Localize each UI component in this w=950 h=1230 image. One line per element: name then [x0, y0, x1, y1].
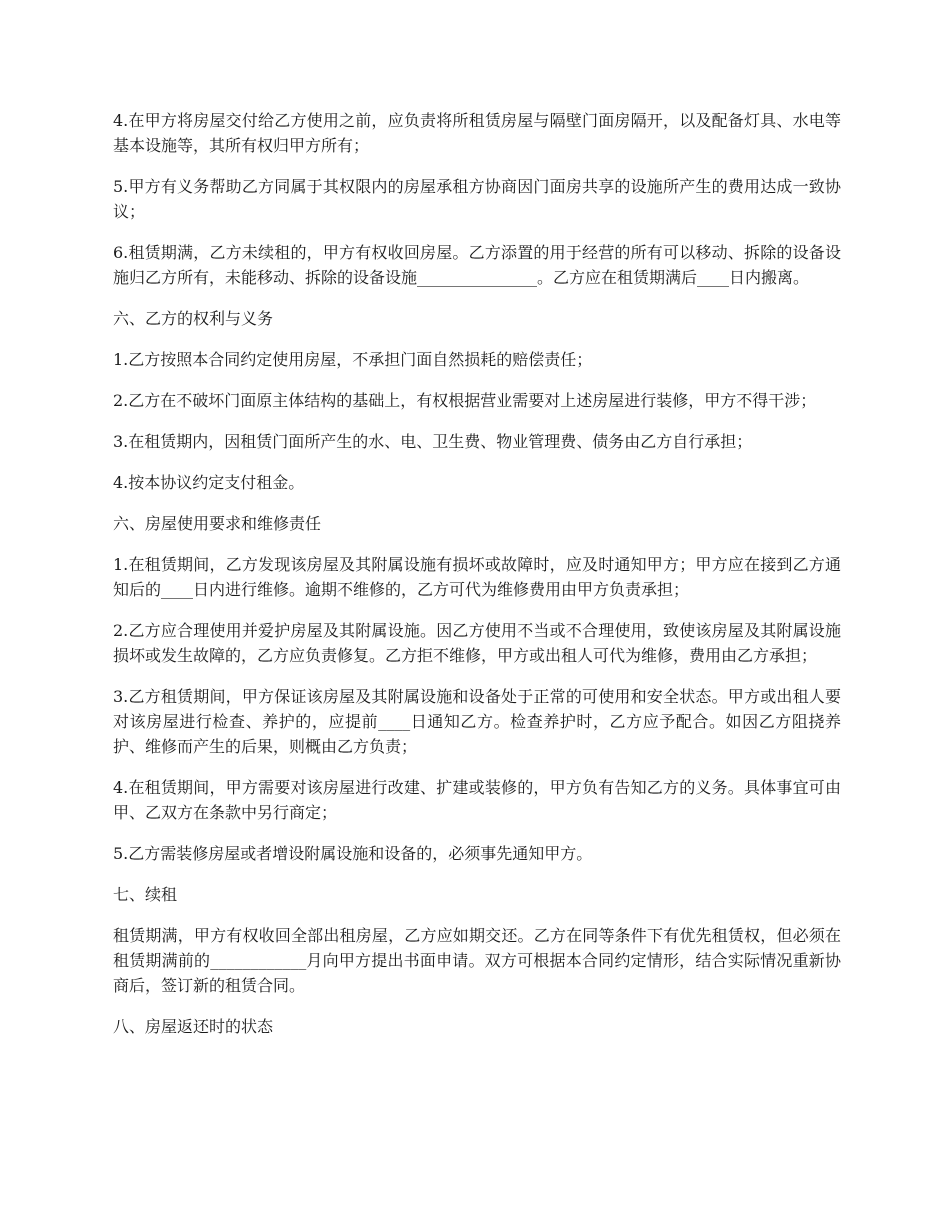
clause-paragraph: 4.在甲方将房屋交付给乙方使用之前，应负责将所租赁房屋与隔壁门面房隔开，以及配备灯具、水电等基本设施等，其所有权归甲方所有； [113, 111, 841, 155]
section-heading: 六、乙方的权利与义务 [113, 309, 274, 328]
document-page [113, 108, 841, 1055]
clause-paragraph: 1.乙方按照本合同约定使用房屋，不承担门面自然损耗的赔偿责任； [113, 350, 593, 369]
section-heading: 七、续租 [113, 885, 178, 904]
clause-paragraph: 4.按本协议约定支付租金。 [113, 473, 305, 492]
clause-paragraph: 6.租赁期满，乙方未续租的，甲方有权收回房屋。乙方添置的用于经营的所有可以移动、拆除的设备设施归乙方所有，未能移动、拆除的设备设施_______________。乙方应在租赁期满后____日内搬离。 [113, 243, 841, 287]
clause-paragraph: 1.在租赁期间，乙方发现该房屋及其附属设施有损坏或故障时，应及时通知甲方；甲方应在接到乙方通知后的____日内进行维修。逾期不维修的，乙方可代为维修费用由甲方负责承担； [113, 555, 841, 599]
clause-paragraph: 3.乙方租赁期间，甲方保证该房屋及其附属设施和设备处于正常的可使用和安全状态。甲方或出租人要对该房屋进行检查、养护的，应提前____日通知乙方。检查养护时，乙方应予配合。如因乙方阻挠养护、维修而产生的后果，则概由乙方负责； [113, 687, 841, 756]
clause-paragraph: 3.在租赁期内，因租赁门面所产生的水、电、卫生费、物业管理费、债务由乙方自行承担； [113, 432, 753, 451]
clause-paragraph: 5.甲方有义务帮助乙方同属于其权限内的房屋承租方协商因门面房共享的设施所产生的费用达成一致协议； [113, 177, 841, 221]
section-heading: 八、房屋返还时的状态 [113, 1017, 274, 1036]
clause-paragraph: 4.在租赁期间，甲方需要对该房屋进行改建、扩建或装修的，甲方负有告知乙方的义务。具体事宜可由甲、乙双方在条款中另行商定； [113, 778, 841, 822]
section-heading: 六、房屋使用要求和维修责任 [113, 514, 322, 533]
clause-paragraph: 2.乙方在不破坏门面原主体结构的基础上，有权根据营业需要对上述房屋进行装修，甲方不得干涉； [113, 391, 817, 410]
clause-paragraph: 2.乙方应合理使用并爱护房屋及其附属设施。因乙方使用不当或不合理使用，致使该房屋及其附属设施损坏或发生故障的，乙方应负责修复。乙方拒不维修，甲方或出租人可代为维修，费用由乙方承担； [113, 621, 841, 665]
clause-paragraph: 5.乙方需装修房屋或者增设附属设施和设备的，必须事先通知甲方。 [113, 844, 593, 863]
clause-paragraph: 租赁期满，甲方有权收回全部出租房屋，乙方应如期交还。乙方在同等条件下有优先租赁权，但必须在租赁期满前的____________月向甲方提出书面申请。双方可根据本合同约定情形，结合实际情况重新协商后，签订新的租赁合同。 [113, 926, 841, 995]
